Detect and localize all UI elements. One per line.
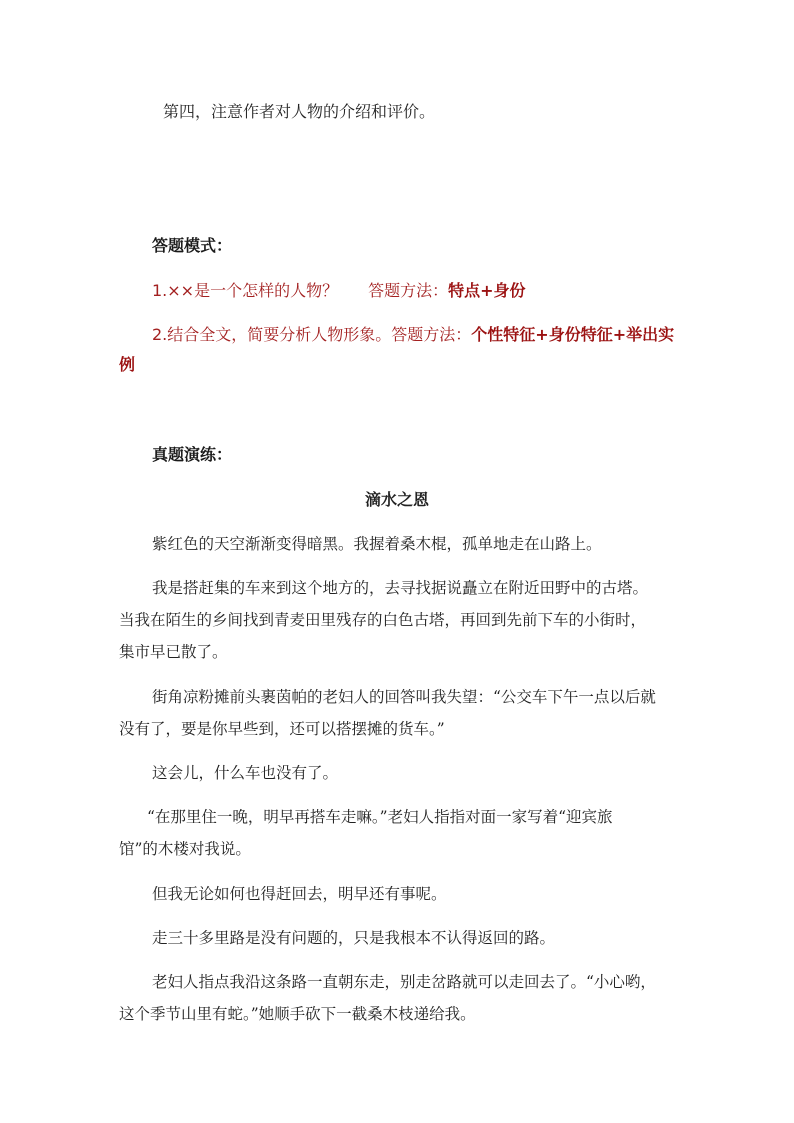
story-title: 滴水之恩 xyxy=(364,490,429,509)
answer-item-2-method-value-line1: 个性特征+身份特征+举出实 xyxy=(471,325,675,344)
answer-item-2 xyxy=(152,325,674,345)
paragraph-1: 紫红色的天空渐渐变得暗黑。我握着桑木棍，孤单地走在山路上。 xyxy=(152,535,602,553)
answer-item-1 xyxy=(152,281,526,301)
answer-item-1-method-value: 特点+身份 xyxy=(448,281,526,300)
paragraph-3-line-2: 没有了，要是你早些到，还可以搭摆摊的货车。” xyxy=(119,720,445,738)
paragraph-7: 走三十多里路是没有问题的，只是我根本不认得返回的路。 xyxy=(152,929,556,947)
answer-item-2-method-value-line2: 例 xyxy=(119,355,136,374)
paragraph-2-line-3: 集市早已散了。 xyxy=(119,643,228,661)
paragraph-5-line-2: 馆”的木楼对我说。 xyxy=(119,840,251,858)
answer-mode-heading: 答题模式： xyxy=(152,236,233,255)
paragraph-2-line-1: 我是搭赶集的车来到这个地方的，去寻找据说矗立在附近田野中的古塔。 xyxy=(152,579,649,597)
paragraph-5-line-1: “在那里住一晚，明早再搭车走嘛。”老妇人指指对面一家写着“迎宾旅 xyxy=(147,808,613,826)
paragraph-8-line-1: 老妇人指点我沿这条路一直朝东走，别走岔路就可以走回去了。“小心哟， xyxy=(152,973,656,991)
paragraph-6: 但我无论如何也得赶回去，明早还有事呢。 xyxy=(152,885,447,903)
answer-item-2-question: 2.结合全文，简要分析人物形象。答题方法： xyxy=(152,325,472,344)
answer-item-1-question: 1.××是一个怎样的人物？ xyxy=(152,281,339,300)
paragraph-8-line-2: 这个季节山里有蛇。”她顺手砍下一截桑木枝递给我。 xyxy=(119,1005,476,1023)
practice-heading: 真题演练： xyxy=(152,445,233,464)
answer-item-1-method-label: 答题方法： xyxy=(368,281,449,300)
point-four-text: 第四，注意作者对人物的介绍和评价。 xyxy=(163,102,436,121)
paragraph-2-line-2: 当我在陌生的乡间找到青麦田里残存的白色古塔，再回到先前下车的小街时， xyxy=(119,611,647,629)
paragraph-4: 这会儿，什么车也没有了。 xyxy=(152,764,339,782)
paragraph-3-line-1: 街角凉粉摊前头裹茵帕的老妇人的回答叫我失望：“公交车下午一点以后就 xyxy=(152,688,656,706)
